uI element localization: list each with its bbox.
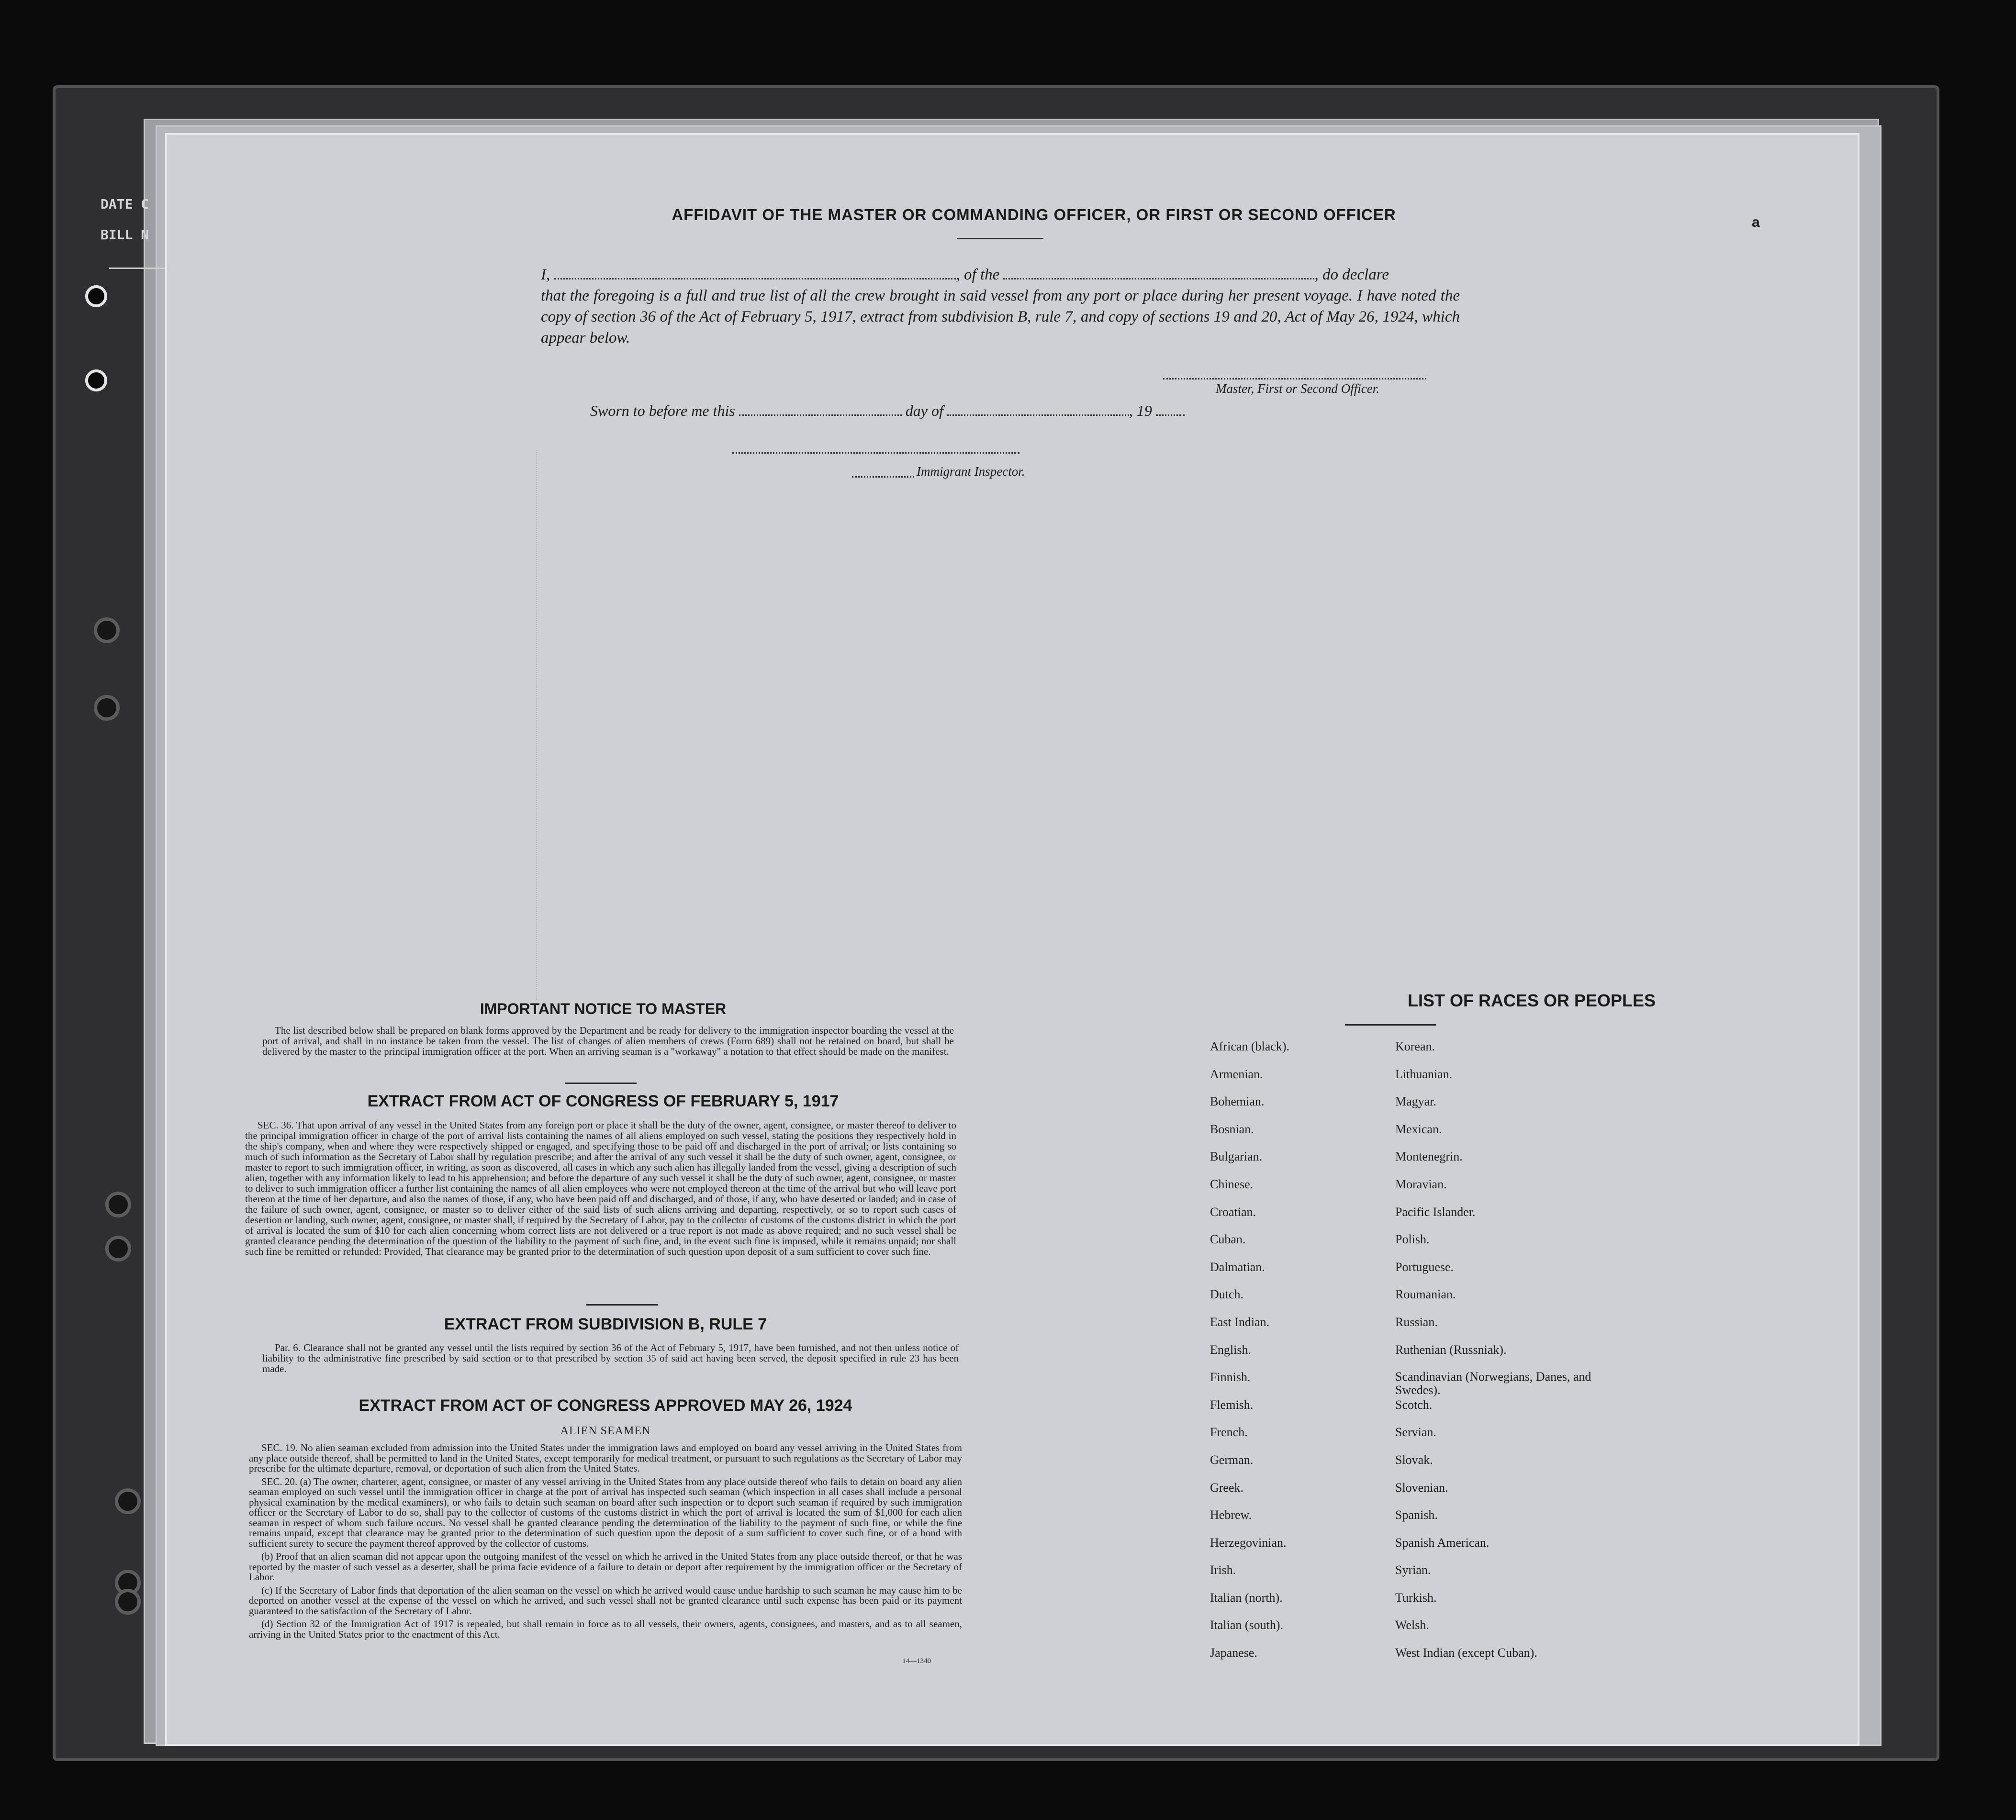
race-item: Scotch. [1395, 1397, 1433, 1412]
sworn-month-field[interactable] [947, 404, 1129, 416]
race-item: Magyar. [1395, 1094, 1436, 1109]
sworn-date-field[interactable] [739, 404, 902, 416]
extract-1924-title: EXTRACT FROM ACT OF CONGRESS APPROVED MAY 26, 1924 [358, 1396, 852, 1415]
race-item: Hebrew. [1210, 1508, 1252, 1522]
race-item: Korean. [1395, 1039, 1435, 1053]
race-item: Bulgarian. [1210, 1150, 1263, 1164]
of-the-text: , of the [956, 266, 1000, 283]
binder-hole [94, 695, 120, 721]
sworn-line [590, 402, 1185, 420]
race-item: Russian. [1395, 1315, 1438, 1329]
title-rule [957, 238, 1043, 239]
binder-hole [85, 369, 107, 391]
race-item: East Indian. [1210, 1315, 1270, 1329]
race-item: Herzegovinian. [1210, 1535, 1287, 1550]
race-item: Spanish. [1395, 1508, 1438, 1522]
race-item: Slovenian. [1395, 1480, 1448, 1495]
binder-hole [115, 1488, 141, 1514]
sec-19-paragraph: SEC. 19. No alien seaman excluded from admission into the United States under the immigration laws and employed on board any vessel arriving in the United States from any place outside thereof, shall be permitted to land in the United States, except temporarily for medical treatment, or pursuant to such regulations as the Secretary of Labor may prescribe for the ultimate departure, removal, or deportation of such alien from the United States. [249, 1442, 962, 1474]
race-item: Spanish American. [1395, 1535, 1490, 1550]
notice-title: IMPORTANT NOTICE TO MASTER [480, 1000, 727, 1017]
races-title-rule [1345, 1024, 1436, 1026]
race-item: French. [1210, 1425, 1248, 1440]
race-item: Italian (north). [1210, 1590, 1283, 1605]
section-rule [565, 1083, 637, 1084]
race-item: Dalmatian. [1210, 1260, 1265, 1274]
race-item: Flemish. [1210, 1397, 1254, 1412]
races-left-column [1210, 1039, 1373, 1674]
edge-mark: a [1752, 214, 1760, 230]
alien-seamen-subtitle: ALIEN SEAMEN [560, 1425, 651, 1437]
affidavit-declaration [541, 264, 1460, 348]
race-item: Ruthenian (Russniak). [1395, 1342, 1507, 1357]
inspector-signature-lead [852, 476, 914, 478]
affidavit-title: AFFIDAVIT OF THE MASTER OR COMMANDING OFFICER, OR FIRST OR SECOND OFFICER [672, 206, 1396, 223]
sec-20a-paragraph: SEC. 20. (a) The owner, charterer, agent, consignee, or master of any vessel arriving in the United States from any place outside thereof who fails to detain on board any alien seaman employed on such vessel until the immigration officer in charge at the port of arrival has inspected such seaman (which inspection in all cases shall include a personal physical examination by the medical examiners), or who fails to detain such seaman on board after such inspection or to deport such seaman if required by such immigration officer or the Secretary of Labor to do so, shall pay to the collector of customs of the customs district in which the port of arrival is located the sum of $1,000 for each alien seaman in respect of whom such failure occurs. No vessel shall be granted clearance pending the determination of the liability to the payment of such fine, or while the fine remains unpaid, except that clearance may be granted prior to the determination of such question upon the deposit of a sum sufficient to cover such fine, or of a bond with sufficient surety to secure the payment thereof approved by the collector of customs. [249, 1475, 962, 1549]
binder-hole [115, 1589, 141, 1615]
binder-hole [94, 617, 120, 643]
race-item: Montenegrin. [1395, 1150, 1463, 1164]
race-item: Welsh. [1395, 1618, 1429, 1632]
race-item: Polish. [1395, 1232, 1430, 1247]
binder-hole [105, 1192, 131, 1217]
race-item: Armenian. [1210, 1067, 1263, 1081]
race-item: Scandinavian (Norwegians, Danes, and Swedes). [1395, 1370, 1591, 1397]
declarant-prefix: I, [541, 266, 550, 283]
race-item: Japanese. [1210, 1646, 1257, 1660]
race-item: West Indian (except Cuban). [1395, 1646, 1537, 1660]
extract-1917-title: EXTRACT FROM ACT OF CONGRESS OF FEBRUARY 5, 1917 [367, 1092, 839, 1110]
extract-1917-text [245, 1120, 956, 1260]
inspector-signature-line[interactable] [732, 452, 1019, 454]
stub-bill-label: BILL N [101, 227, 149, 243]
bleed-through-marks [536, 450, 776, 1000]
race-item: Slovak. [1395, 1452, 1433, 1467]
notice-paragraph: The list described below shall be prepared on blank forms approved by the Department and be ready for delivery to the immigration inspector boarding the vessel at the port of arrival, and shall in no instance be taken from the vessel. The list of changes of alien members of crews (Form 689) shall not be retained on board, but shall be delivered by the master to the principal immigration officer at the port. When an arriving seaman is a "workaway" a notation to that effect should be made on the manifest. [262, 1025, 954, 1057]
section-36-paragraph: SEC. 36. That upon arrival of any vessel in the United States from any foreign port or place it shall be the duty of the owner, agent, consignee, or master thereof to deliver to the principal immigration officer in charge of the port of arrival lists containing the names of all aliens employed on such vessel, stating the positions they respectively hold in the ship's company, when and where they were respectively shipped or engaged, and specifying those to be paid off and discharged in the port of arrival; or lists containing so much of such information as the Secretary of Labor shall by regulation prescribe; and after the arrival of any such vessel it shall be the duty of such owner, agent, consignee, or master to report to such immigration officer, in writing, as soon as discovered, all cases in which any such alien has illegally landed from the vessel, giving a description of such alien, together with any information likely to lead to his apprehension; and before the departure of any such vessel it shall be the duty of such owner, agent, consignee, or master to deliver to such immigration officer a further list containing the names of all alien employees who were not employed thereon at the time of the arrival but who will leave port thereon at the time of her departure, and also the names of those, if any, who have been paid off and discharged, and of those, if any, who have deserted or landed; and in case of the failure of such owner, agent, consignee, or master so to deliver either of the said lists of such aliens arriving and departing, respectively, or so to report such cases of desertion or landing, such owner, agent, consignee, or master shall, if required by the Secretary of Labor, pay to the collector of customs of the customs district in which the port of arrival is located the sum of $10 for each alien concerning whom correct lists are not delivered or a true report is not made as above required; and no such vessel shall be granted clearance pending the determination of the question of the liability to the payment of such fine, and, in the event such fine is imposed, while it remains unpaid; nor shall such fine be remitted or refunded: Provided, That clearance may be granted prior to the determination of such question upon deposit of a sum sufficient to cover such fine. [245, 1119, 956, 1257]
declarant-name-field[interactable] [554, 268, 956, 279]
race-item: Chinese. [1210, 1177, 1254, 1191]
binder-hole [105, 1236, 131, 1262]
sworn-prefix: Sworn to before me this [590, 402, 735, 419]
race-item: Finnish. [1210, 1370, 1251, 1385]
races-right-column [1395, 1039, 1606, 1674]
race-item: English. [1210, 1342, 1251, 1357]
inspector-label: Immigrant Inspector. [917, 464, 1025, 479]
sworn-year-field[interactable] [1156, 404, 1185, 416]
race-item: Turkish. [1395, 1590, 1437, 1605]
master-signature-label: Master, First or Second Officer. [1216, 381, 1379, 396]
race-item: Servian. [1395, 1425, 1436, 1440]
sworn-year: , 19 [1129, 402, 1152, 419]
race-item: Syrian. [1395, 1563, 1431, 1577]
binder-hole [85, 285, 107, 307]
race-item: Bosnian. [1210, 1122, 1254, 1136]
extract-1924-text [249, 1443, 962, 1642]
rule-7-paragraph: Par. 6. Clearance shall not be granted any vessel until the lists required by section 36 of the Act of February 5, 1917, have been furnished, and not then unless notice of liability to the administrative fine prescribed by said section or to that prescribed by section 35 of said act having been served, the deposit specified in rule 23 has been made. [262, 1342, 959, 1374]
do-declare-text: , do declare [1314, 266, 1389, 283]
race-item: Greek. [1210, 1480, 1244, 1495]
race-item: Portuguese. [1395, 1260, 1454, 1274]
race-item: Mexican. [1395, 1122, 1442, 1136]
rule-7-text [262, 1342, 959, 1377]
race-item: German. [1210, 1452, 1254, 1467]
race-item: Lithuanian. [1395, 1067, 1453, 1081]
side-stub-labels [101, 189, 167, 269]
race-item: Croatian. [1210, 1205, 1256, 1219]
vessel-name-field[interactable] [1003, 268, 1314, 279]
sworn-day-of: day of [905, 402, 943, 419]
race-item: Dutch. [1210, 1287, 1244, 1302]
sec-20d-paragraph: (d) Section 32 of the Immigration Act of 1917 is repealed, but shall remain in force as to all vessels, their owners, agents, consignees, and masters, and as to all seamen, arriving in the United States prior to the enactment of this Act. [249, 1618, 962, 1640]
rule-7-title: EXTRACT FROM SUBDIVISION B, RULE 7 [444, 1315, 767, 1333]
race-item: Roumanian. [1395, 1287, 1456, 1302]
race-item: African (black). [1210, 1039, 1290, 1053]
stub-rule [109, 268, 167, 269]
race-item: Bohemian. [1210, 1094, 1265, 1109]
master-signature-line[interactable] [1163, 378, 1426, 380]
stub-date-label: DATE C [101, 196, 149, 212]
form-number: 14—1340 [902, 1657, 931, 1665]
sec-20c-paragraph: (c) If the Secretary of Labor finds that deportation of the alien seaman on the vessel on which he arrived would cause undue hardship to such seaman he may cause him to be deported on another vessel at the expense of the vessel on which he arrived, and such vessel shall not be granted clearance until such expense has been paid or its payment guaranteed to the satisfaction of the Secretary of Labor. [249, 1584, 962, 1617]
section-rule [586, 1304, 658, 1306]
notice-text [262, 1025, 954, 1060]
races-title: LIST OF RACES OR PEOPLES [1407, 991, 1656, 1010]
race-item: Moravian. [1395, 1177, 1447, 1191]
race-item: Pacific Islander. [1395, 1205, 1476, 1219]
declaration-body: that the foregoing is a full and true list of all the crew brought in said vessel from any port or place during her present voyage. I have noted the copy of section 36 of the Act of February 5, 1917, extract from subdivision B, rule 7, and copy of sections 19 and 20, Act of May 26, 1924, which appear below. [541, 287, 1460, 346]
race-item: Irish. [1210, 1563, 1236, 1577]
sec-20b-paragraph: (b) Proof that an alien seaman did not appear upon the outgoing manifest of the vessel on which he arrived in the United States from any place outside thereof, or that he was reported by the master of such vessel as a deserter, shall be prima facie evidence of a failure to detain or deport after requirement by the immigration officer or the Secretary of Labor. [249, 1551, 962, 1583]
race-item: Italian (south). [1210, 1618, 1284, 1632]
race-item: Cuban. [1210, 1232, 1246, 1247]
